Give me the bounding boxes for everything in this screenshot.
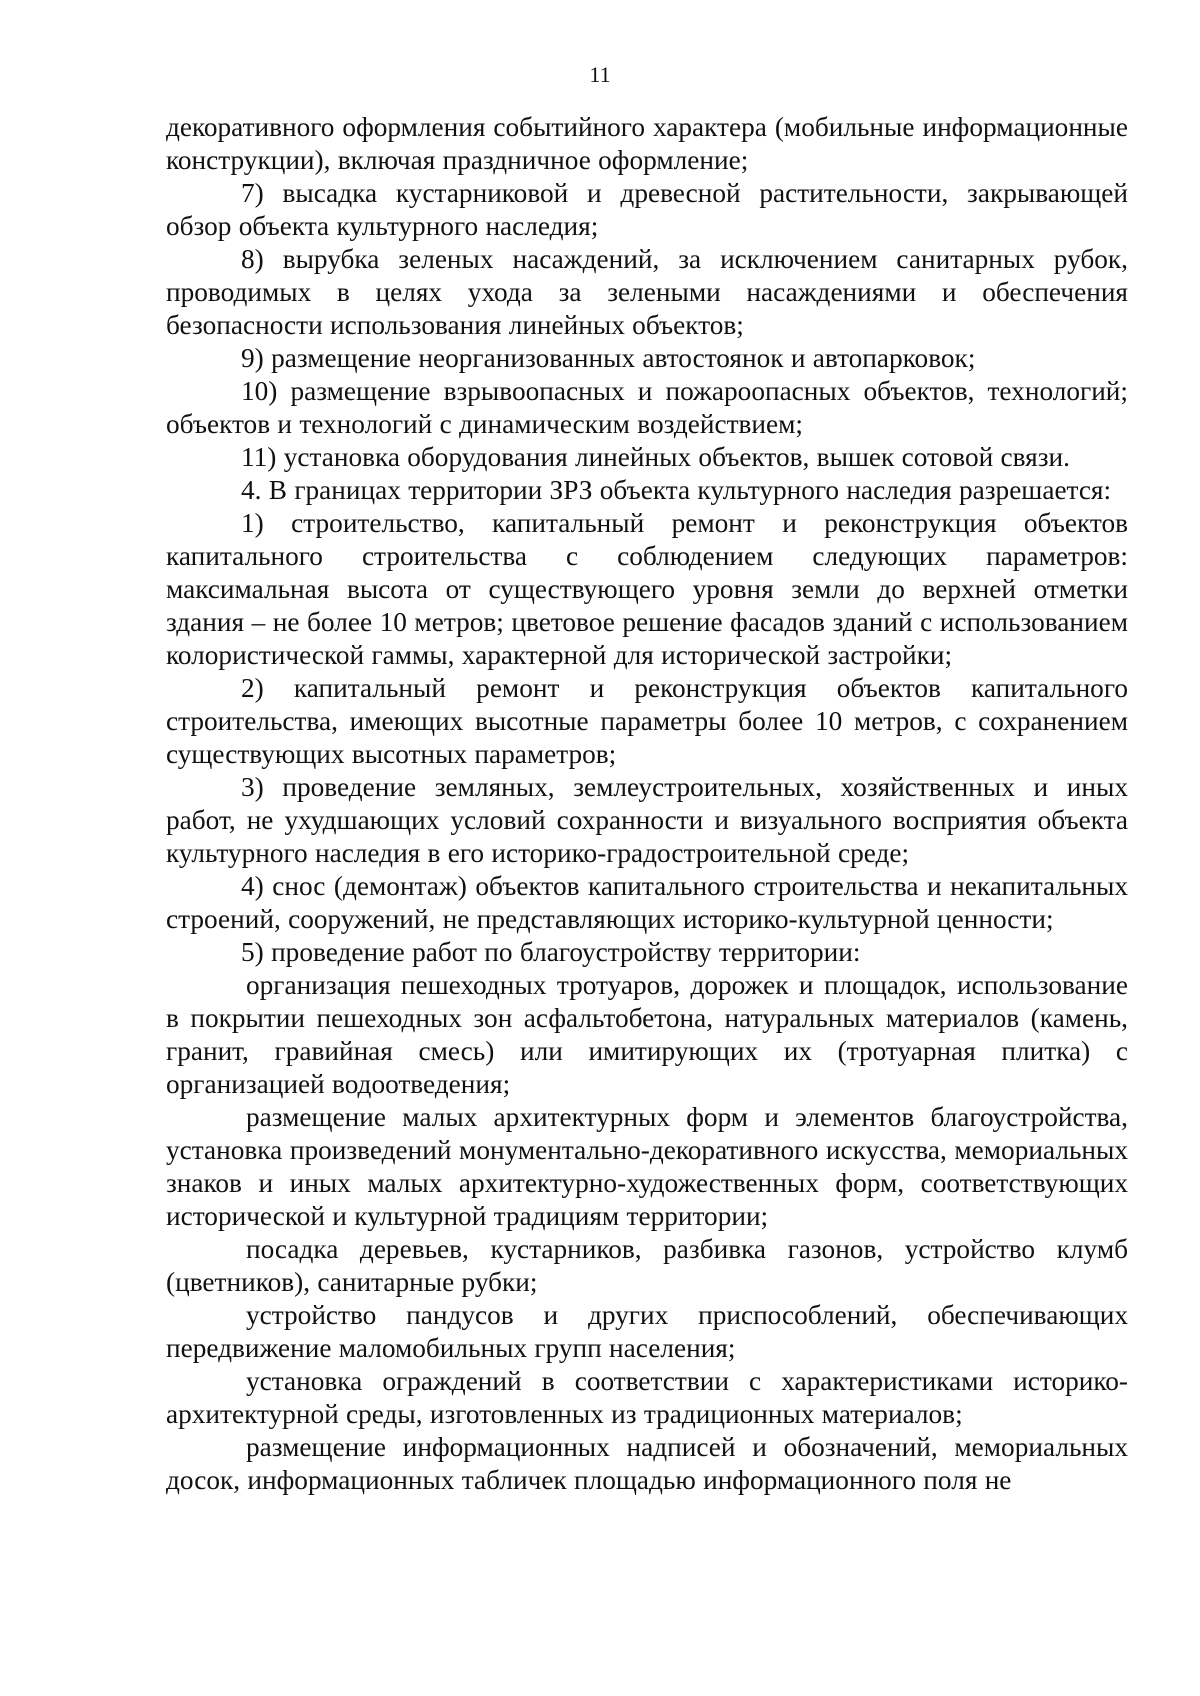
section-4-heading: 4. В границах территории ЗРЗ объекта культурного наследия разрешается:	[241, 475, 1112, 505]
landscaping-planting: посадка деревьев, кустарников, разбивка газонов, устройство клумб (цветников), санитарные рубки;	[166, 1234, 1128, 1297]
list-item-8: 8) вырубка зеленых насаждений, за исключением санитарных рубок, проводимых в целях ухода за зелеными насаждениями и обеспечения безопасности использования линейных объектов;	[166, 244, 1128, 340]
paragraph-decorative-design: декоративного оформления событийного характера (мобильные информационные конструкции), включая праздничное оформление;	[166, 112, 1128, 175]
permitted-item-1: 1) строительство, капитальный ремонт и реконструкция объектов капитального строительства с соблюдением следующих параметров: максимальная высота от существующего уровня земли до верхней отметки здания – не более 10 метров; цветовое решение фасадов зданий с использованием колористической гаммы, характерной для исторической застройки;	[166, 508, 1128, 670]
list-item-7: 7) высадка кустарниковой и древесной растительности, закрывающей обзор объекта культурного наследия;	[166, 178, 1128, 241]
permitted-item-5: 5) проведение работ по благоустройству территории:	[241, 937, 861, 967]
landscaping-ramps: устройство пандусов и других приспособлений, обеспечивающих передвижение маломобильных групп населения;	[166, 1300, 1128, 1363]
document-body	[166, 111, 1128, 1497]
permitted-item-4: 4) снос (демонтаж) объектов капитального строительства и некапитальных строений, сооружений, не представляющих историко-культурной ценности;	[166, 871, 1128, 934]
landscaping-small-forms: размещение малых архитектурных форм и элементов благоустройства, установка произведений монументально-декоративного искусства, мемориальных знаков и иных малых архитектурно-художественных форм, соответствующих исторической и культурной традициям территории;	[166, 1102, 1128, 1231]
permitted-item-3: 3) проведение земляных, землеустроительных, хозяйственных и иных работ, не ухудшающих условий сохранности и визуального восприятия объекта культурного наследия в его историко-градостроительной среде;	[166, 772, 1128, 868]
list-item-10: 10) размещение взрывоопасных и пожароопасных объектов, технологий; объектов и технологий с динамическим воздействием;	[166, 376, 1128, 439]
landscaping-pedestrian-paths: организация пешеходных тротуаров, дорожек и площадок, использование в покрытии пешеходных зон асфальтобетона, натуральных материалов (камень, гранит, гравийная смесь) или имитирующих их (тротуарная плитка) с организацией водоотведения;	[166, 970, 1128, 1099]
list-item-9: 9) размещение неорганизованных автостоянок и автопарковок;	[241, 343, 976, 373]
page-number: 11	[589, 62, 611, 87]
landscaping-fences: установка ограждений в соответствии с характеристиками историко-архитектурной среды, изготовленных из традиционных материалов;	[166, 1366, 1128, 1429]
landscaping-info-signs: размещение информационных надписей и обозначений, мемориальных досок, информационных табличек площадью информационного поля не	[166, 1432, 1128, 1495]
permitted-item-2: 2) капитальный ремонт и реконструкция объектов капитального строительства, имеющих высотные параметры более 10 метров, с сохранением существующих высотных параметров;	[166, 673, 1128, 769]
list-item-11: 11) установка оборудования линейных объектов, вышек сотовой связи.	[241, 442, 1070, 472]
